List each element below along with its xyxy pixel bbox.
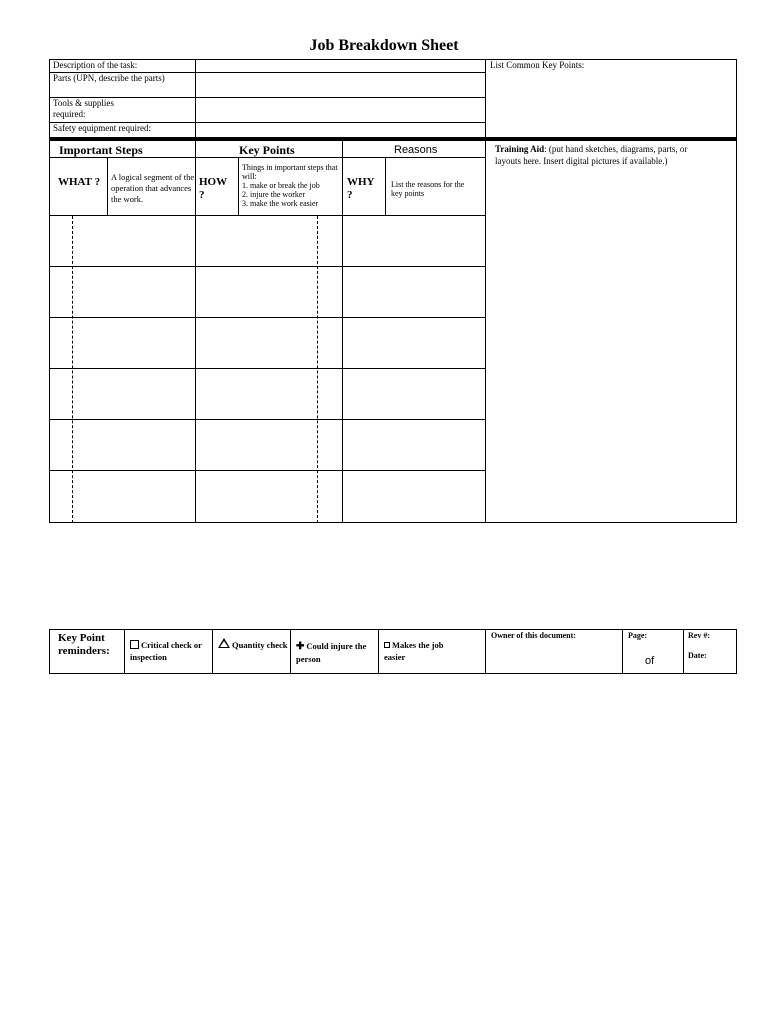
task-description-field[interactable] bbox=[196, 60, 484, 72]
tools-field[interactable] bbox=[196, 98, 484, 122]
how-description bbox=[242, 163, 340, 208]
step-row-4[interactable] bbox=[50, 369, 485, 419]
how-desc-1: 1. make or break the job bbox=[242, 181, 320, 190]
could-injure-text: Could injure the person bbox=[296, 641, 367, 664]
training-aid-text: : (put hand sketches, diagrams, parts, or layouts here. Insert digital pictures if available.) bbox=[495, 144, 688, 166]
important-steps-header: Important Steps bbox=[59, 143, 143, 157]
safety-label: Safety equipment required: bbox=[53, 123, 151, 133]
how-desc-intro: Things in important steps that will: bbox=[242, 163, 338, 181]
training-aid-label: Training Aid bbox=[495, 144, 545, 154]
page-label: Page: bbox=[628, 631, 648, 640]
step-row-2[interactable] bbox=[50, 267, 485, 317]
how-desc-3: 3. make the work easier bbox=[242, 199, 319, 208]
what-label: WHAT ? bbox=[58, 176, 101, 188]
reasons-header: Reasons bbox=[394, 144, 438, 156]
common-key-points-label: List Common Key Points: bbox=[490, 60, 585, 70]
how-desc-2: 2. injure the worker bbox=[242, 190, 306, 199]
step-row-1[interactable] bbox=[50, 216, 485, 266]
small-square-icon bbox=[384, 642, 390, 648]
key-point-reminders-label: Key Point reminders: bbox=[58, 632, 110, 657]
square-icon bbox=[130, 640, 139, 649]
tools-label: Tools & supplies required: bbox=[53, 98, 114, 119]
makes-easier-legend bbox=[384, 639, 464, 663]
owner-field[interactable] bbox=[486, 642, 621, 672]
step-row-6[interactable] bbox=[50, 471, 485, 522]
quantity-check-text: Quantity check bbox=[232, 640, 288, 650]
safety-field[interactable] bbox=[196, 123, 484, 136]
triangle-icon bbox=[218, 638, 230, 648]
rev-label: Rev #: bbox=[688, 631, 710, 640]
could-injure-legend bbox=[296, 640, 374, 666]
parts-label: Parts (UPN, describe the parts) bbox=[53, 73, 165, 83]
task-description-label: Description of the task: bbox=[53, 60, 138, 70]
what-description: A logical segment of the operation that advances the work. bbox=[111, 172, 195, 204]
page-of-label: of bbox=[645, 655, 655, 667]
how-label: HOW ? bbox=[199, 176, 227, 201]
quantity-check-legend bbox=[218, 638, 288, 653]
critical-check-text: Critical check or inspection bbox=[130, 640, 202, 662]
page-title: Job Breakdown Sheet bbox=[309, 37, 459, 54]
section-divider bbox=[49, 137, 737, 141]
makes-easier-text: Makes the job easier bbox=[384, 640, 444, 662]
critical-check-legend bbox=[130, 639, 210, 663]
cross-icon: ✚ bbox=[296, 641, 305, 652]
step-row-3[interactable] bbox=[50, 318, 485, 368]
parts-field[interactable] bbox=[196, 73, 484, 97]
why-description: List the reasons for the key points bbox=[391, 180, 465, 198]
key-points-header: Key Points bbox=[239, 143, 295, 157]
training-aid bbox=[495, 143, 700, 167]
date-label: Date: bbox=[688, 651, 707, 660]
step-row-5[interactable] bbox=[50, 420, 485, 470]
owner-label: Owner of this document: bbox=[491, 631, 576, 640]
why-label: WHY ? bbox=[347, 176, 375, 201]
